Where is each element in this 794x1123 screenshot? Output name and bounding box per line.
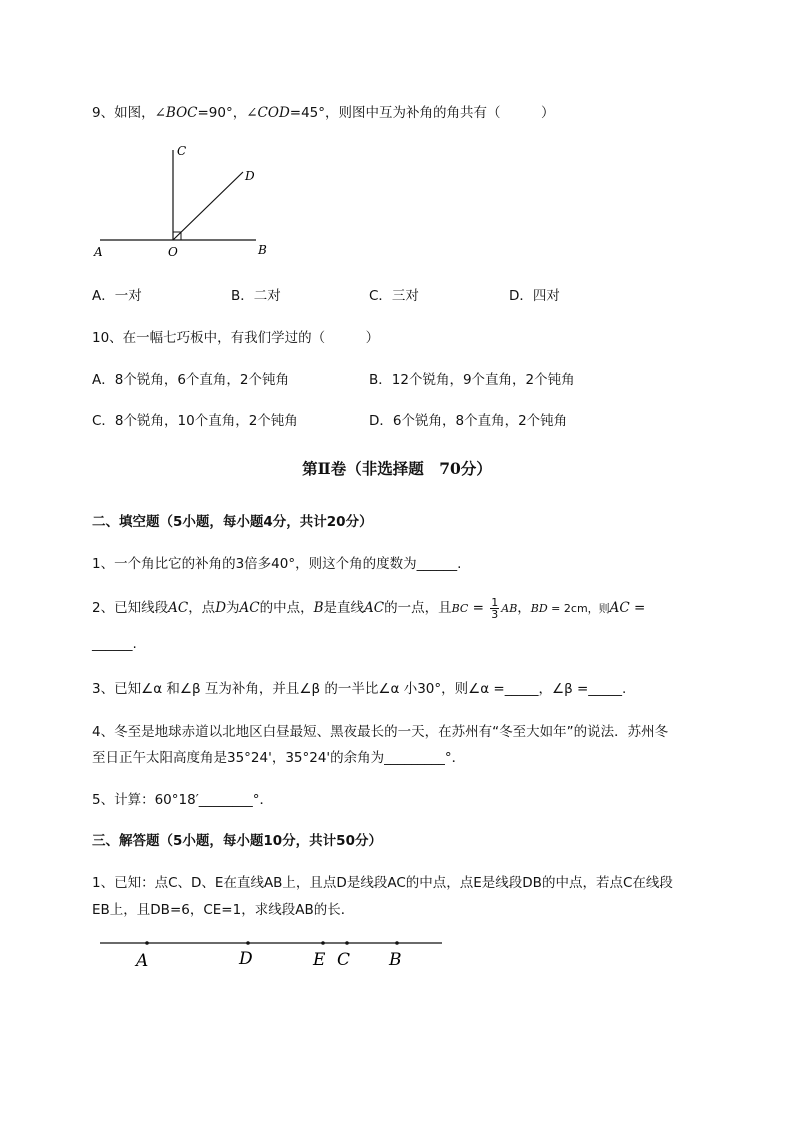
label-d: D <box>245 169 255 183</box>
section3-heading: 三、解答题（5小题，每小题10分，共计50分） <box>92 833 382 849</box>
q9-angle-boc: ∠BOC <box>154 105 198 121</box>
s2-q2-text: ， <box>517 600 531 616</box>
s2-q2-text: 是直线 <box>323 600 365 616</box>
var-ac: AC <box>239 600 260 616</box>
label-b: B <box>389 950 402 970</box>
s2-q2-text: = <box>468 600 489 616</box>
s2-q2-text: 2、已知线段 <box>92 600 169 616</box>
q9-option-d: D．四对 <box>509 288 560 304</box>
var-ab: AB <box>501 602 518 615</box>
q9-option-a: A．一对 <box>92 288 142 304</box>
s3-q1-line1: 1、已知：点C、D、E在直线AB上，且点D是线段AC的中点，点E是线段DB的中点，若点C在线段 <box>92 875 673 891</box>
q10-option-b: B．12个锐角，9个直角，2个钝角 <box>369 372 575 388</box>
s2-q5: 5、计算：60°18′________°． <box>92 792 274 808</box>
s2-q2-text: 的中点， <box>259 600 314 616</box>
section2-heading: 二、填空题（5小题，每小题4分，共计20分） <box>92 514 373 530</box>
var-d: D <box>215 600 227 616</box>
s2-q2-text: = 2cm，则 <box>547 602 610 615</box>
label-o: O <box>168 245 178 259</box>
part2-title: 第Ⅱ卷（非选择题 70分） <box>302 459 492 478</box>
q10-stem: 10、在一幅七巧板中，有我们学过的（ ） <box>92 330 380 346</box>
s2-q2-text: 的一点，且 <box>384 600 452 616</box>
s2-q2-text: 为 <box>226 600 240 616</box>
label-e: E <box>313 950 326 970</box>
fraction-one-third <box>490 597 499 620</box>
var-b: B <box>313 600 324 616</box>
s2-q2-text: = <box>629 600 646 616</box>
var-ac: AC <box>609 600 630 616</box>
point-d <box>246 941 250 945</box>
point-b <box>395 941 399 945</box>
q10-option-d: D．6个锐角，8个直角，2个钝角 <box>369 413 568 429</box>
q10-option-a: A．8个锐角，6个直角，2个钝角 <box>92 372 290 388</box>
label-a: A <box>136 951 149 971</box>
s2-q2-line1 <box>92 596 645 620</box>
s2-q4-line1: 4、冬至是地球赤道以北地区白昼最短、黑夜最长的一天，在苏州有“冬至大如年”的说法．苏州冬 <box>92 724 669 740</box>
q9-stem <box>92 101 555 121</box>
point-a <box>145 941 149 945</box>
fraction-denominator: 3 <box>491 607 499 621</box>
point-c <box>345 941 349 945</box>
label-b: B <box>258 243 267 257</box>
point-e <box>321 941 325 945</box>
var-bd: BD <box>530 602 548 615</box>
s2-q4-line2: 至日正午太阳高度角是35°24'，35°24'的余角为_________°． <box>92 750 466 766</box>
s2-q2-text: ，点 <box>188 600 216 616</box>
q9-angle-cod: ∠COD <box>246 105 290 121</box>
q10-option-c: C．8个锐角，10个直角，2个钝角 <box>92 413 298 429</box>
s2-q3: 3、已知∠α 和∠β 互为补角，并且∠β 的一半比∠α 小30°，则∠α =_____，∠β =_____. <box>92 681 627 697</box>
q9-figure <box>88 138 288 263</box>
label-c: C <box>177 144 187 158</box>
ray-od <box>173 172 243 240</box>
label-d: D <box>239 949 253 969</box>
q9-text-c: =45°，则图中互为补角的角共有（ ） <box>289 105 555 121</box>
q9-option-b: B．二对 <box>231 288 281 304</box>
var-bc: BC <box>451 602 469 615</box>
s3-q1-number-line <box>96 932 448 974</box>
var-ac: AC <box>364 600 385 616</box>
q9-text-a: 9、如图， <box>92 105 155 121</box>
q9-option-c: C．三对 <box>369 288 419 304</box>
var-ac: AC <box>168 600 189 616</box>
s3-q1-line2: EB上，且DB=6，CE=1，求线段AB的长． <box>92 902 355 918</box>
s2-q2-blank: ______. <box>92 636 137 652</box>
s2-q1: 1、一个角比它的补角的3倍多40°，则这个角的度数为______. <box>92 556 462 572</box>
q9-text-b: =90°， <box>197 105 247 121</box>
label-a: A <box>94 245 103 259</box>
fraction-numerator: 1 <box>491 595 499 609</box>
label-c: C <box>337 950 351 970</box>
